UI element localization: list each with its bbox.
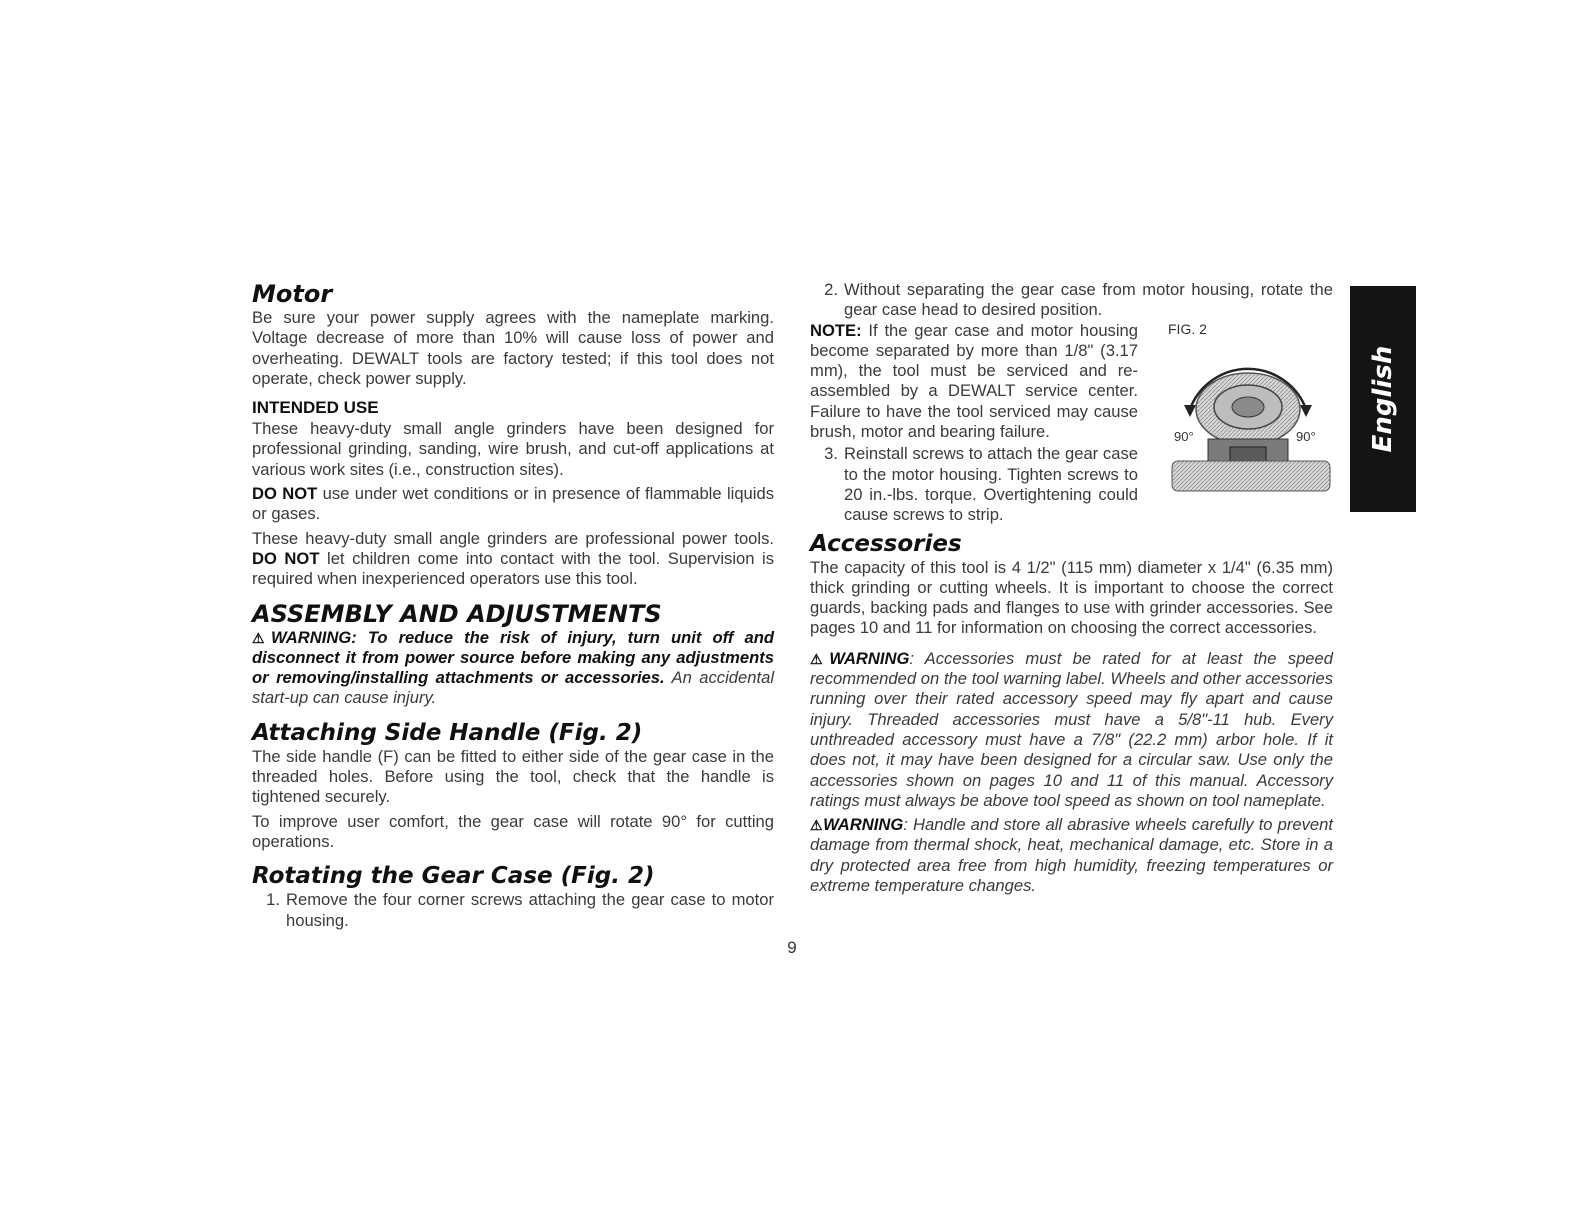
left-column [252,280,774,931]
side-handle-paragraph-2: To improve user comfort, the gear case will rotate 90° for cutting operations. [252,811,774,851]
note-text: If the gear case and motor housing become separated by more than 1/8" (3.17 mm), the tool must be serviced and re-assembled by a DEWALT service center. Failure to have the tool serviced may cause brush, motor and bearing failure. [810,320,1138,442]
motor-heading: Motor [252,280,333,308]
page-number: 9 [787,938,797,957]
list-text: Without separating the gear case from motor housing, rotate the gear case head to desired position. [844,280,1333,320]
intended-use-paragraph-2 [252,484,774,525]
right-column [810,280,1333,896]
side-handle-paragraph-1: The side handle (F) can be fitted to either side of the gear case in the threaded holes. Before using the tool, check that the handle is tightened securely. [252,746,774,807]
list-text: Reinstall screws to attach the gear case to the motor housing. Tighten screws to 20 in.-lbs. torque. Overtightening could cause screws to strip. [844,444,1138,525]
arrow-left-icon [1184,405,1196,417]
list-text: Remove the four corner screws attaching the gear case to motor housing. [286,890,774,930]
assembly-warning [252,628,774,709]
intended-use-paragraph-1: These heavy-duty small angle grinders have been designed for professional grinding, sanding, wire brush, and cut-off applications at various work sites (i.e., construction sites). [252,419,774,479]
side-handle-heading: Attaching Side Handle (Fig. 2) [252,719,643,746]
note-text-block [810,321,1138,526]
list-item [252,890,774,931]
gear-case-illustration [1168,321,1333,499]
note-figure-block [810,321,1333,526]
warning-text: : Accessories must be rated for at least the speed recommended on the tool warning label. Wheels and other accessories running over their rated accessory speed may fly apart and cause injury. Threaded accessories must have a 5/8"-11 hub. Every unthreaded accessory must have a 7/8" (22.2 mm) arbor hole. If it does not, it may have been designed for a circular saw. Use only the accessories shown on pages 10 and 11 of this manual. Accessory ratings must always be above tool speed as shown on tool nameplate. [810,648,1333,810]
language-tab [1350,286,1416,512]
rotating-gear-heading: Rotating the Gear Case (Fig. 2) [252,863,655,890]
warning-label: WARNING [829,648,910,668]
accessories-warning-2 [810,815,1333,896]
list-item [810,444,1138,525]
list-number: 2. [824,280,838,299]
angle-label-right: 90° [1296,428,1316,444]
accessories-heading: Accessories [810,530,962,557]
accessories-warning-1 [810,649,1333,811]
warning-text: : Handle and store all abrasive wheels carefully to prevent damage from thermal shock, heat, mechanical damage, etc. Store in a dry protected area free from high humidity, freezing temperatures or extreme temperature changes. [810,815,1333,896]
arrow-right-icon [1300,405,1312,417]
assembly-warning-text: An accidental start-up can cause injury. [252,668,775,708]
accessories-paragraph: The capacity of this tool is 4 1/2" (115 mm) diameter x 1/4" (6.35 mm) thick grinding or cutting wheels. It is important to choose the correct guards, backing pads and flanges to use with grinder accessories. See pages 10 and 11 for information on choosing the correct accessories. [810,557,1333,638]
motor-paragraph: Be sure your power supply agrees with the nameplate marking. Voltage decrease of more than 10% will cause loss of power and overheating. DEWALT tools are factory tested; if this tool does not operate, check power supply. [252,308,774,388]
angle-label-left: 90° [1174,428,1194,444]
note-label: NOTE: [810,320,862,340]
note-paragraph [810,321,1138,443]
list-item [810,280,1333,321]
intended-use-text-2: use under wet conditions or in presence of flammable liquids or gases. [252,484,774,524]
warning-label: WARNING [823,815,904,835]
list-number: 1. [266,890,280,910]
intended-use-heading: INTENDED USE [252,398,379,418]
do-not-label: DO NOT [252,548,320,568]
assembly-heading: ASSEMBLY AND ADJUSTMENTS [252,599,662,628]
warning-icon: ⚠ [252,629,272,646]
warning-icon: ⚠ [810,650,830,667]
figure-label: FIG. 2 [1168,320,1207,337]
list-number: 3. [824,444,838,464]
intended-use-text-3a: These heavy-duty small angle grinders are professional power tools. [252,528,774,548]
assembly-warning-bold: WARNING: To reduce the risk of injury, turn unit off and disconnect it from power source before making any adjustments or removing/installing attachments or accessories. [252,627,774,688]
figure-2 [1168,321,1333,499]
warning-icon: ⚠ [810,817,824,834]
do-not-label: DO NOT [252,484,318,504]
language-tab-label: English [1368,345,1398,453]
intended-use-text-3b: let children come into contact with the tool. Supervision is required when inexperienced operators use this tool. [252,548,774,589]
intended-use-paragraph-3 [252,529,774,590]
